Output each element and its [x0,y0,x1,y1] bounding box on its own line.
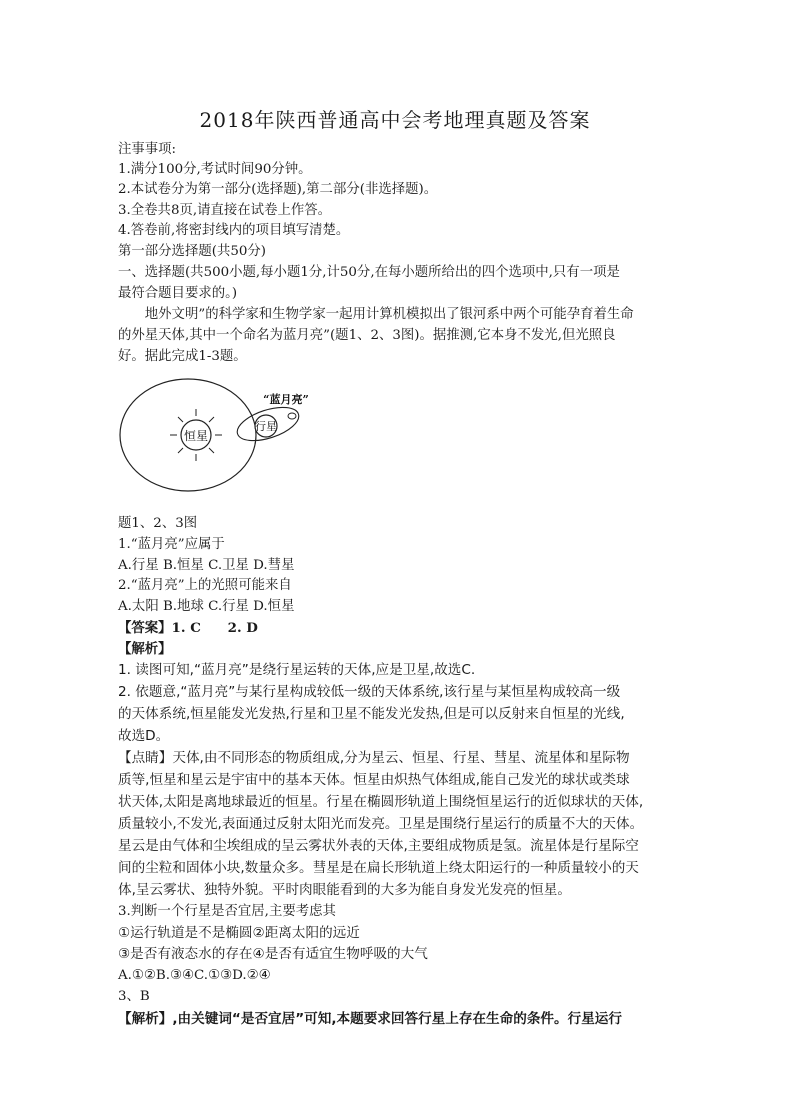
text-line: 1.“蓝月亮”应属于 [118,537,225,552]
text-line: A.行星 B.恒星 C.卫星 D.彗星 [118,558,295,573]
moon-label: “蓝月亮” [263,393,309,406]
planet-label: 行星 [255,420,277,433]
tip-line: 间的尘粒和固体小块,数量众多。彗星是在扁长形轨道上绕太阳运行的一种质量较小的天 [118,860,639,876]
question-line: ③是否有液态水的存在④是否有适宜生物呼吸的大气 [118,946,428,962]
doc-title: 2018年陕西普通高中会考地理真题及答案 [199,108,591,132]
tip-line: 体,呈云雾状、独特外貌。平时肉眼能看到的大多为能自身发光发亮的恒星。 [118,882,571,898]
tip-line: 【点睛】天体,由不同形态的物质组成,分为星云、恒星、行星、彗星、流星体和星际物 [118,750,630,766]
analysis-line: 故选D。 [118,728,170,744]
text-line: 4.答卷前,将密封线内的项目填写清楚。 [118,223,350,238]
orbit-diagram [118,378,318,510]
analysis-line: 1. 读图可知,“蓝月亮”是绕行星运转的天体,应是卫星,故选C. [118,662,476,678]
text-line: 好。据此完成1-3题。 [118,349,247,364]
text-line: 1.满分100分,考试时间90分钟。 [118,162,312,177]
moon-body [288,413,296,419]
question-line: 3、B [118,989,150,1004]
text-line: 注事事项: [118,142,177,157]
tip-line: 质量较小,不发光,表面通过反射太阳光而发亮。卫星是围绕行星运行的质量不大的天体。 [118,816,644,832]
tip-line: 星云是由气体和尘埃组成的呈云雾状外表的天体,主要组成物质是氢。流星体是行星际空 [118,838,639,854]
star-label: 恒星 [183,429,209,443]
text-line: 第一部分选择题(共50分) [118,244,267,259]
question-line: ①运行轨道是不是椭圆②距离太阳的远近 [118,925,360,941]
figure-caption: 题1、2、3图 [118,516,198,531]
text-line: 2.本试卷分为第一部分(选择题),第二部分(非选择题)。 [118,182,438,197]
analysis-line: 的天体系统,恒星能发光发热,行星和卫星不能发光发热,但是可以反射来自恒星的光线, [118,706,625,722]
text-line: A.太阳 B.地球 C.行星 D.恒星 [118,599,295,614]
answer-line: 【答案】1. C 2. D [118,620,258,636]
text-line: 最符合题目要求的。) [118,286,238,301]
text-line: 的外星天体,其中一个命名为蓝月亮”(题1、2、3图)。据推测,它本身不发光,但光照良 [118,328,616,343]
tip-line: 质等,恒星和星云是宇宙中的基本天体。恒星由炽热气体组成,能自己发光的球状或类球 [118,772,630,788]
question-line: A.①②B.③④C.①③D.②④ [118,968,271,983]
analysis-heading: 【解析】 [118,641,172,657]
tip-line: 状天体,太阳是离地球最近的恒星。行星在椭圆形轨道上围绕恒星运行的近似球状的天体, [118,794,644,810]
question-line: 【解析】,由关键词“是否宜居”可知,本题要求回答行星上存在生命的条件。行星运行 [118,1011,622,1027]
text-line: 地外文明”的科学家和生物学家一起用计算机模拟出了银河系中两个可能孕育着生命 [118,307,634,322]
question-line: 3.判断一个行星是否宜居,主要考虑其 [118,904,336,919]
text-line: 2.“蓝月亮”上的光照可能来自 [118,578,292,593]
analysis-line: 2. 依题意,“蓝月亮”与某行星构成较低一级的天体系统,该行星与某恒星构成较高一级 [118,684,621,700]
text-line: 一、选择题(共500小题,每小题1分,计50分,在每小题所给出的四个选项中,只有一项是 [118,265,620,280]
text-line: 3.全卷共8页,请直接在试卷上作答。 [118,203,332,218]
